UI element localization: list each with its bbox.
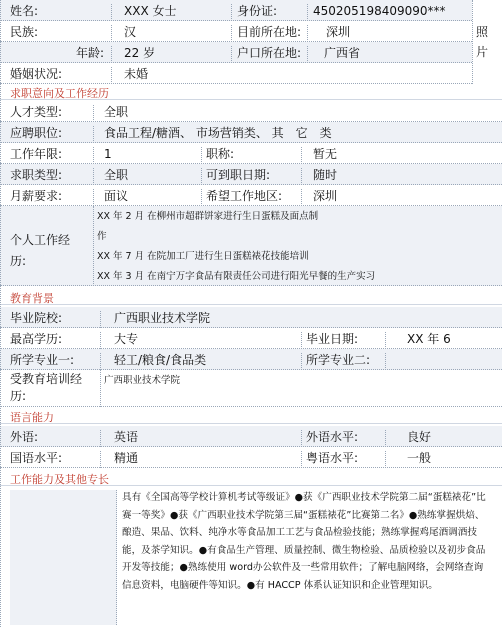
type-value: 全职: [104, 105, 129, 119]
row-major: [0, 349, 502, 370]
school-label: 毕业院校:: [10, 311, 101, 328]
type-label: 人才类型:: [10, 105, 94, 122]
years-label: 工作年限:: [10, 147, 94, 164]
arrival-label: 可到职日期:: [206, 168, 302, 185]
row-name: [0, 0, 502, 21]
hukou-label: 户口所在地:: [237, 46, 308, 63]
history-line: XX 年 3 月 在南宁万字食品有限责任公司进行阳光早餐的生产实习: [97, 271, 376, 282]
section-skills-header: [0, 470, 502, 486]
foreign-level-label: 外语水平:: [306, 430, 386, 447]
area-label: 希望工作地区:: [206, 189, 302, 206]
row-years: [0, 143, 502, 164]
salary-value: 面议: [104, 189, 202, 206]
position-label: 应聘职位:: [10, 126, 94, 143]
hukou-value: 广西省: [324, 46, 361, 60]
row-ethnic: [0, 21, 502, 42]
mandarin-value: 精通: [114, 451, 302, 468]
history-line: XX 年 7 月 在院加工厂进行生日蛋糕裱花技能培训: [97, 251, 309, 262]
left-border: [0, 0, 1, 627]
photo-label: 照片: [476, 25, 489, 59]
location-value: 深圳: [326, 25, 351, 39]
row-school: [0, 307, 502, 328]
degree-label: 最高学历:: [10, 332, 101, 349]
school-value: 广西职业技术学院: [114, 311, 211, 325]
name-label: 姓名:: [10, 4, 112, 21]
row-age: [0, 42, 502, 63]
cantonese-value: 一般: [407, 451, 432, 465]
section-skills-title: 工作能力及其他专长: [10, 473, 109, 486]
history-line: 作: [97, 231, 107, 242]
ethnic-label: 民族:: [10, 25, 112, 42]
row-salary: [0, 185, 502, 206]
major2-label: 所学专业二:: [306, 353, 386, 370]
id-label: 身份证:: [237, 4, 308, 21]
section-job-header: [0, 84, 502, 100]
cantonese-label: 粤语水平:: [306, 451, 386, 468]
marital-value: 未婚: [124, 67, 149, 81]
major2-value: [392, 353, 482, 370]
title-value: 暂无: [313, 147, 338, 161]
training-label-text: 受教育培训经历:: [10, 372, 83, 403]
history-label: [10, 206, 94, 286]
foreign-label: 外语:: [10, 430, 101, 447]
marital-label: 婚姻状况:: [10, 67, 112, 84]
location-label: 目前所在地:: [237, 25, 308, 42]
ethnic-value: 汉: [124, 25, 232, 42]
title-label: 职称:: [206, 147, 302, 164]
salary-label: 月薪要求:: [10, 189, 94, 206]
row-mode: [0, 164, 502, 185]
mode-label: 求职类型:: [10, 168, 94, 185]
section-lang-title: 语言能力: [10, 411, 54, 424]
skills-left-cell: [10, 490, 117, 625]
years-value: 1: [104, 147, 202, 164]
row-dialect: [0, 447, 502, 468]
section-lang-header: [0, 408, 502, 424]
training-label: [10, 370, 101, 407]
row-position: [0, 122, 502, 143]
history-label-text: 个人工作经历:: [10, 233, 71, 268]
row-marital: [0, 63, 502, 84]
row-skills: [0, 488, 502, 627]
major1-label: 所学专业一:: [10, 353, 101, 370]
degree-value: 大专: [114, 332, 302, 349]
section-edu-header: [0, 289, 502, 305]
grad-label: 毕业日期:: [306, 332, 386, 349]
name-value: XXX 女士: [124, 4, 232, 21]
row-degree: [0, 328, 502, 349]
age-value: 22 岁: [124, 46, 232, 63]
arrival-value: 随时: [313, 168, 338, 182]
mode-value: 全职: [104, 168, 202, 185]
photo-placeholder: [472, 0, 502, 84]
major1-value: 轻工/粮食/食品类: [114, 353, 302, 370]
skills-text: 具有《全国高等学校计算机考试等级证》●获《广西职业技术学院第二届“蛋糕裱花”比赛一等奖》●获《广西职业技术学院第三届“蛋糕裱花”比赛第二名》●熟练掌握烘焙、酿造、果品、饮料、纯净水等食品加工工艺与食品检验技能；熟练掌握鸡尾酒调酒技能，及茶学知识。●有食品生产管理、质量控制、微生物检验、品质检验以及初步食品开发等技能；●熟练使用 word办公软件及一些常用软件；了解电脑网络，会网络查询信息资料，电脑硬件等知识。●有 HACCP 体系认证知识和企业管理知识。: [122, 492, 486, 591]
foreign-level-value: 良好: [407, 430, 432, 444]
position-value: 食品工程/糖酒、 市场营销类、 其 它 类: [104, 126, 332, 140]
row-type: [0, 102, 502, 122]
id-value: 450205198409090***: [313, 4, 446, 18]
history-lines: [97, 206, 497, 286]
row-foreign: [0, 426, 502, 447]
training-value: 广西职业技术学院: [104, 375, 181, 386]
row-history: [0, 206, 502, 286]
grad-value: XX 年 6: [407, 332, 451, 346]
foreign-value: 英语: [114, 430, 302, 447]
section-job-title: 求职意向及工作经历: [10, 87, 109, 100]
row-training: [0, 370, 502, 407]
history-line: XX 年 2 月 在柳州市超群饼家进行生日蛋糕及面点制: [97, 211, 319, 222]
mandarin-label: 国语水平:: [10, 451, 101, 468]
age-label: 年龄:: [76, 46, 112, 63]
area-value: 深圳: [313, 189, 338, 203]
section-edu-title: 教育背景: [10, 292, 54, 305]
